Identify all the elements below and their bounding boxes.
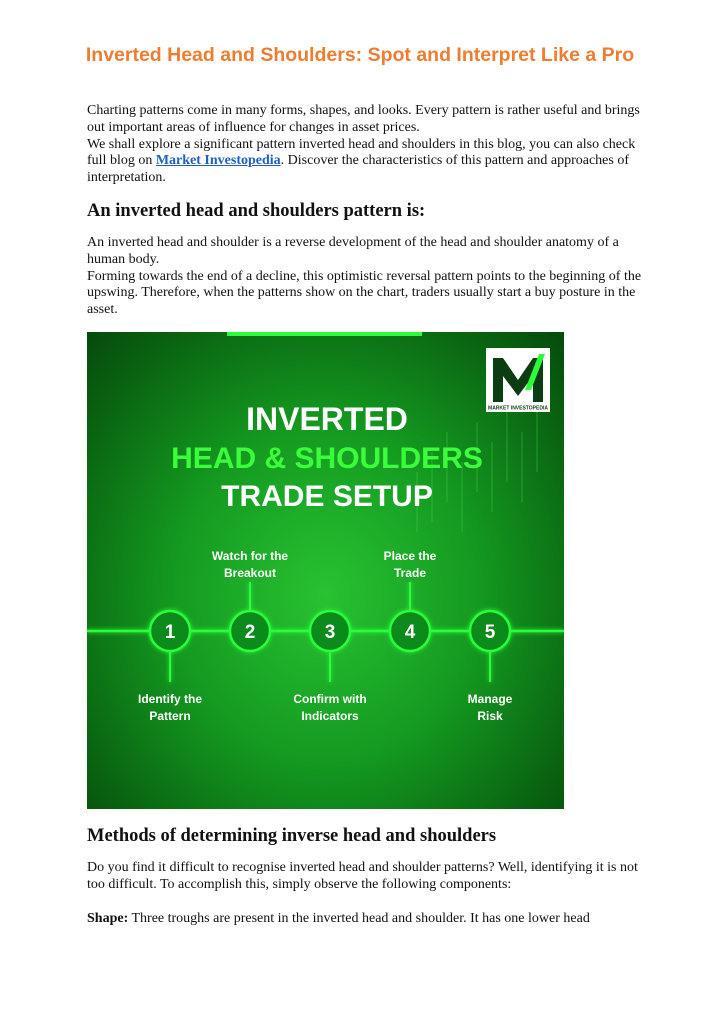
section1-paragraph xyxy=(87,235,647,319)
step-1-label-line2: Pattern xyxy=(149,709,191,723)
step-4-label-line2: Trade xyxy=(393,566,427,580)
infographic-canvas xyxy=(87,332,564,809)
step-5-number: 5 xyxy=(484,622,496,643)
shape-text: Three troughs are present in the inverted head and shoulder. It has one lower head xyxy=(128,911,590,926)
shape-paragraph xyxy=(87,911,647,928)
step-3-number: 3 xyxy=(324,622,336,643)
step-1-label-line1: Identify the xyxy=(137,692,203,706)
section1-p2: Forming towards the end of a decline, this optimistic reversal pattern points to the beginning of the upswing. Therefore, when the patterns show on the chart, traders usually start a buy posture in the asset. xyxy=(87,268,642,318)
step-2-label-line1: Watch for the xyxy=(211,549,289,563)
section2-p1: Do you find it difficult to recognise inverted head and shoulder patterns? Well, identifying it is not too difficult. To accomplish this, simply observe the following components: xyxy=(87,860,638,892)
step-3-label-line1: Confirm with xyxy=(293,692,367,706)
step-1-number: 1 xyxy=(164,622,176,643)
step-2-label-line2: Breakout xyxy=(223,566,277,580)
infographic-title-line2: HEAD & SHOULDERS xyxy=(171,442,483,475)
section1-heading: An inverted head and shoulders pattern is: xyxy=(87,201,426,221)
intro-line-2 xyxy=(87,137,647,187)
step-5-label-line1: Manage xyxy=(467,692,513,706)
step-2-number: 2 xyxy=(244,622,256,643)
top-accent-bar xyxy=(227,332,422,336)
trade-setup-infographic xyxy=(87,332,564,809)
page-title: Inverted Head and Shoulders: Spot and Interpret Like a Pro xyxy=(85,44,635,66)
step-5-label-line2: Risk xyxy=(477,709,503,723)
section1-p1: An inverted head and shoulder is a reverse development of the head and shoulder anatomy of a human body. xyxy=(87,235,619,267)
market-investopedia-logo xyxy=(486,348,550,412)
infographic-title-line3: TRADE SETUP xyxy=(221,480,433,513)
shape-label: Shape: xyxy=(87,911,129,926)
logo-caption: MARKET INVESTOPEDIA xyxy=(488,405,548,412)
section2-heading: Methods of determining inverse head and shoulders xyxy=(87,826,497,846)
market-investopedia-link[interactable]: Market Investopedia xyxy=(155,153,281,169)
intro-text-after-link: . Discover the characteristics of this pattern and approaches of interpretation. xyxy=(87,153,629,186)
intro-line-1: Charting patterns come in many forms, shapes, and looks. Every pattern is rather useful and brings out important areas of influence for changes in asset prices. xyxy=(87,103,640,135)
section2-paragraph xyxy=(87,860,647,894)
step-3-label-line2: Indicators xyxy=(301,709,359,723)
infographic-title-line1: INVERTED xyxy=(246,401,408,437)
intro-text-before-link: We shall explore a significant pattern inverted head and shoulders in this blog, you can also check full blog on xyxy=(87,136,636,169)
step-4-number: 4 xyxy=(404,622,416,643)
step-4-label-line1: Place the xyxy=(383,549,437,563)
intro-paragraph xyxy=(87,103,647,187)
